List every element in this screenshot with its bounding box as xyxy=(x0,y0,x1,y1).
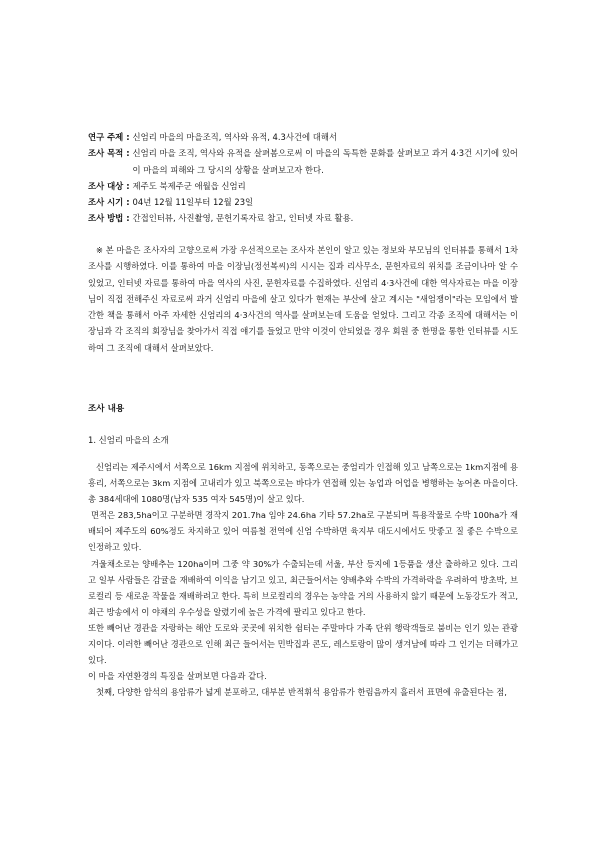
paragraph: 또한 빼어난 경관을 자랑하는 해안 도로와 곳곳에 위치한 쉼터는 주말마다 가족 단위 행락객들로 붐비는 인기 있는 관광지이다. 이러한 빼어난 경관으로 인해 최근 들어서는 민박집과 콘도, 레스토랑이 많이 생겨남에 따라 그 인기는 더해가고 있다. xyxy=(88,622,518,666)
body-text xyxy=(88,459,518,700)
research-purpose-row xyxy=(88,145,518,178)
paragraph: 신엄리는 제주시에서 서쪽으로 16km 지점에 위치하고, 동쪽으로는 중엄리가 인접해 있고 남쪽으로는 1km지점에 용흥리, 서쪽으로는 3km 지점에 고내리가 있고 북쪽으로는 바다가 연접해 있는 농업과 어업을 병행하는 농어촌 마을이다. 총 384세대에 1080명(남자 535 여자 545명)이 살고 있다. xyxy=(88,462,518,505)
research-method-value: 간접인터뷰, 사진촬영, 문헌기록자료 참고, 인터넷 자료 활용. xyxy=(132,213,354,224)
paragraph: 면적은 283,5ha이고 구분하면 경작지 201.7ha 임야 24.6ha 기타 57.2ha로 구분되며 특용작물로 수박 100ha가 재배되어 제주도의 60%정도 차지하고 있어 여름철 전역에 신엄 수박하면 육지부 대도시에서도 맛좋고 질 좋은 수박으로 인정하고 있다. xyxy=(88,510,518,553)
research-topic-row xyxy=(88,129,518,145)
sub-heading: 1. 신엄리 마을의 소개 xyxy=(88,435,169,445)
research-target-value: 제주도 북제주군 애월읍 신엄리 xyxy=(132,180,246,191)
research-note-paragraph: ※ 본 마을은 조사자의 고향으로써 가장 우선적으로는 조사자 본인이 알고 있는 정보와 부모님의 인터뷰를 통해서 1차조사를 시행하였다. 이를 통하여 마을 이장님(정선복씨)의 시시는 집과 리사무소, 문헌자료의 위치를 조금이나마 알 수 있었고, 인터넷 자료를 통하여 마을 역사의 사진, 문헌자료를 수집하였다. 신엄리 4·3사건에 대한 역사자료는 마을 이장님이 직접 전해주신 자료로써 과거 신엄리 마을에 살고 있다가 현재는 부산에 살고 계시는 "새엄쟁이"라는 모임에서 발간한 책을 통해서 아주 자세한 신엄리의 4·3사건의 역사를 살펴보는데 도움을 얻었다. 그리고 각종 조직에 대해서는 이장님과 각 조직의 회장님을 찾아가서 직접 얘기를 들었고 만약 이것이 안되었을 경우 회원 중 한명을 통한 인터뷰를 시도하여 그 조직에 대해서 살펴보았다. xyxy=(88,245,518,353)
section-heading: 조사 내용 xyxy=(88,404,125,414)
paragraph: 첫째, 다양한 암석의 용암류가 넓게 분포하고, 대부분 반적휘석 용암류가 한림음까지 흘러서 표면에 유출된다는 점, xyxy=(96,687,507,698)
paragraph: 겨울채소로는 양배추는 120ha이며 그중 약 30%가 수출되는데 서울, 부산 등지에 1등품을 생산 출하하고 있다. 그리고 일부 사람들은 감귤을 재배하여 이익을 남기고 있고, 최근들어서는 양배추와 수박의 가격하락을 우려하여 방초박, 브로컬리 등 새로운 작물을 재배하려고 한다. 특히 브로컬리의 경우는 농약을 거의 사용하지 않기 때문에 노동강도가 적고, 최근 방송에서 이 야채의 우수성을 알렸기에 높은 가격에 팔리고 있다고 한다. xyxy=(88,558,518,617)
research-method-label: 조사 방법 : xyxy=(88,213,130,224)
research-period-label: 조사 시기 : xyxy=(88,197,130,208)
paragraph: 이 마을 자연환경의 특징을 살펴보면 다음과 같다. xyxy=(88,671,267,682)
research-topic-value: 신엄리 마을의 마을조직, 역사와 유적, 4.3사건에 대해서 xyxy=(132,132,338,142)
research-topic-label: 연구 주제 : xyxy=(88,132,130,142)
research-method-row xyxy=(88,210,518,226)
research-period-row xyxy=(88,194,518,210)
research-overview xyxy=(88,129,518,227)
research-period-value: 04년 12월 11일부터 12월 23일 xyxy=(132,197,254,208)
research-purpose-value: 신엄리 마을 조직, 역사와 유적을 살펴봄으로써 이 마을의 독특한 문화를 살펴보고 과거 4·3건 시기에 있어 이 마을의 피해와 그 당시의 상황을 살펴보고자 한다. xyxy=(132,148,518,175)
research-target-label: 조사 대상 : xyxy=(88,180,130,191)
research-target-row xyxy=(88,178,518,194)
research-purpose-label: 조사 목적 : xyxy=(88,148,130,159)
